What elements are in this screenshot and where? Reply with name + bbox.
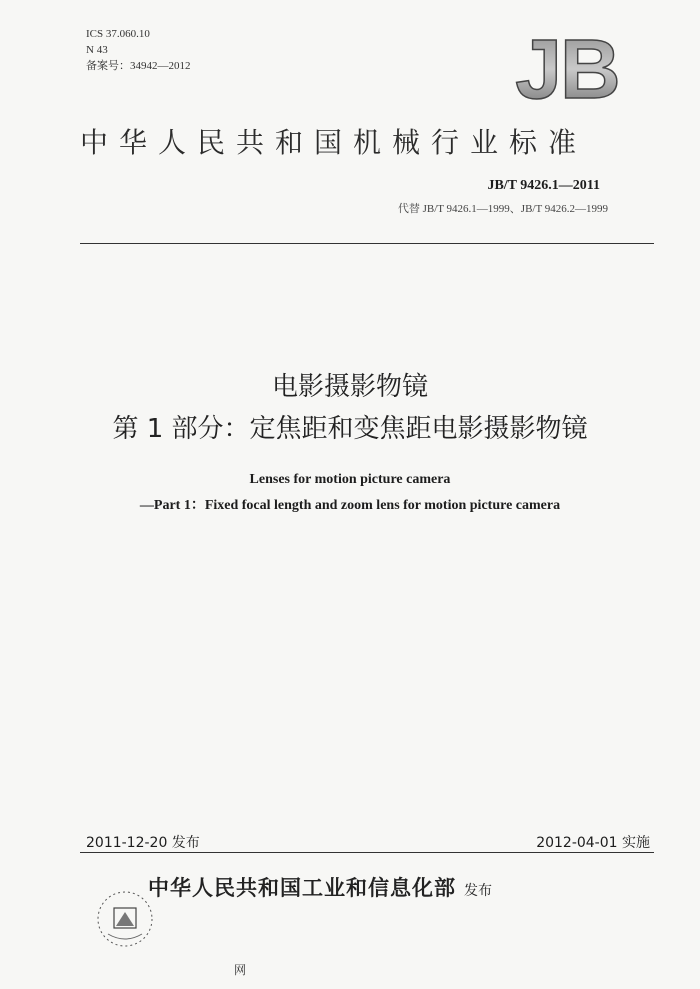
- ics-code: ICS 37.060.10: [86, 28, 150, 40]
- publisher-name: 中华人民共和国工业和信息化部: [148, 876, 456, 900]
- standard-code: [487, 178, 600, 194]
- publisher-suffix: 发布: [464, 883, 492, 899]
- effective-date: 2012-04-01 实施: [536, 835, 650, 851]
- logo-text: JB: [515, 30, 619, 104]
- issue-date: 2011-12-20 发布: [86, 835, 200, 851]
- top-divider: [80, 243, 654, 244]
- standard-code-text: JB/T 9426.1—2011: [487, 178, 600, 193]
- title-cn-line2: 第 1 部分：定焦距和变焦距电影摄影物镜: [112, 414, 588, 444]
- metadata-block: [86, 26, 191, 74]
- n-code: N 43: [86, 44, 108, 56]
- jb-logo: [492, 30, 642, 104]
- ministry-seal-icon: [94, 888, 156, 950]
- publisher: [148, 872, 492, 902]
- bottom-divider: [80, 852, 654, 853]
- title-en-line2: —Part 1：Fixed focal length and zoom lens for motion picture camera: [139, 498, 561, 513]
- replaces-note: 代替 JB/T 9426.1—1999、JB/T 9426.2—1999: [397, 203, 608, 215]
- record-number: 备案号：34942—2012: [86, 60, 191, 72]
- standard-title: 中华人民共和国机械行业标准: [80, 126, 588, 159]
- title-en-line1: Lenses for motion picture camera: [249, 472, 451, 487]
- footer-mark: 网: [234, 963, 247, 977]
- title-cn-line1: 电影摄影物镜: [271, 372, 428, 402]
